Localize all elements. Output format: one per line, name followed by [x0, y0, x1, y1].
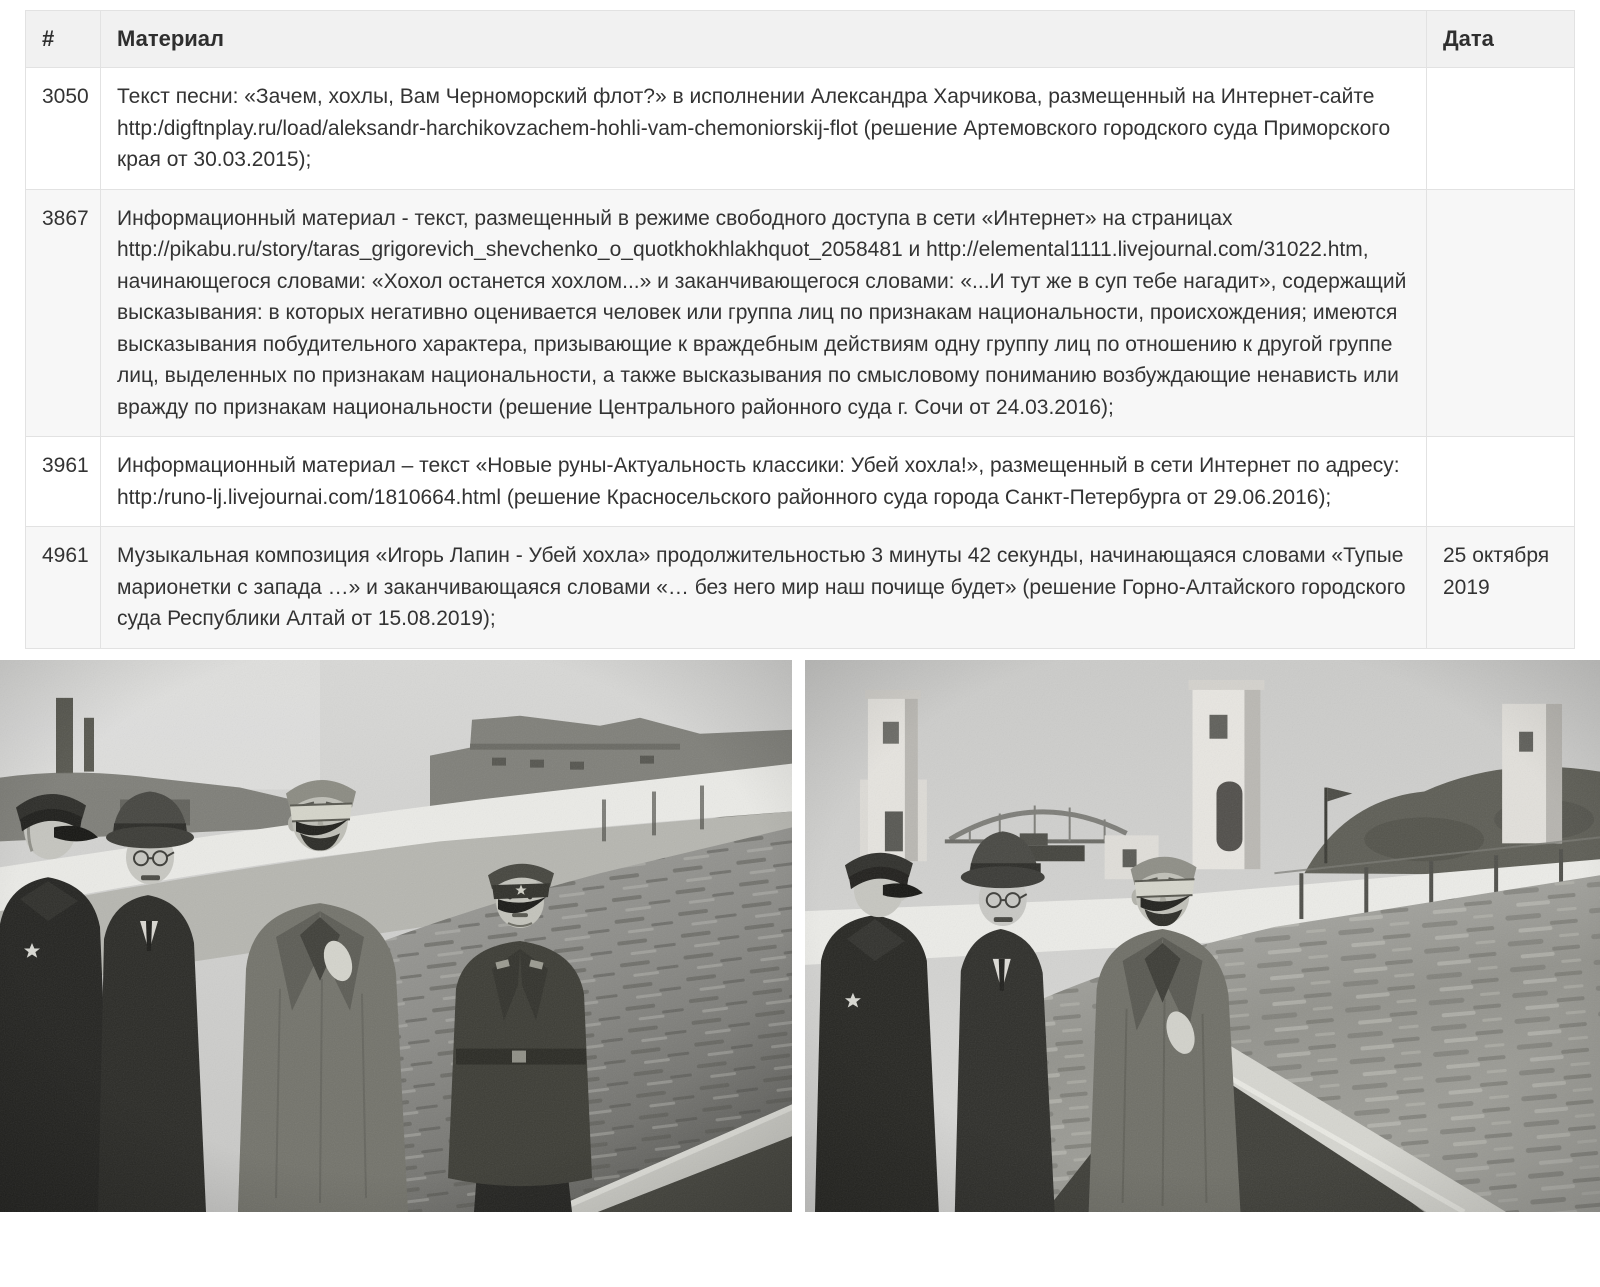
material-text: Информационный материал – текст «Новые руны-Актуальность классики: Убей хохла!», размещенный в сети Интернет по адресу: http:/runo-lj.livejournai.com/1810664.html (решение Красносельского районного суда города Санкт-Петербурга от 29.06.2016); [101, 437, 1427, 527]
header-num: # [26, 11, 101, 68]
historical-photo-right [805, 660, 1600, 1212]
photo-canal-group-retouched [805, 660, 1600, 1212]
material-date [1427, 437, 1575, 527]
table-row [26, 437, 1575, 527]
header-row [26, 11, 1575, 68]
photo-strip [0, 660, 1600, 1212]
material-date [1427, 68, 1575, 190]
material-number: 3867 [26, 189, 101, 437]
material-number: 4961 [26, 527, 101, 649]
material-date: 25 октября 2019 [1427, 527, 1575, 649]
historical-photo-left [0, 660, 792, 1212]
table-body [26, 68, 1575, 649]
vignette-overlay [805, 660, 1600, 1212]
banned-materials-table [25, 10, 1575, 649]
material-number: 3050 [26, 68, 101, 190]
material-date [1427, 189, 1575, 437]
material-text: Информационный материал - текст, размещенный в режиме свободного доступа в сети «Интернет» на страницах http://pikabu.ru/story/taras_grigorevich_shevchenko_o_quotkhokhlakhquot_2058481 и http://elemental1111.livejournal.com/31022.htm, начинающегося словами: «Хохол останется хохлом...» и заканчивающегося словами: «...И тут же в суп тебе нагадит», содержащий высказывания: в которых негативно оценивается человек или группа лиц по признакам национальности, происхождения; имеются высказывания побудительного характера, призывающие к враждебным действиям одну группу лиц по отношению к другой группе лиц, выделенных по признакам национальности, а также высказывания по смысловому пониманию возбуждающие ненависть или вражду по признакам национальности (решение Центрального районного суда г. Сочи от 24.03.2016); [101, 189, 1427, 437]
header-material: Материал [101, 11, 1427, 68]
material-number: 3961 [26, 437, 101, 527]
photo-canal-group-with-officer [0, 660, 792, 1212]
material-text: Текст песни: «Зачем, хохлы, Вам Черноморский флот?» в исполнении Александра Харчикова, размещенный на Интернет-сайте http:/digftnplay.ru/load/aleksandr-harchikovzachem-hohli-vam-chemoniorskij-flot (решение Артемовского городского суда Приморского края от 30.03.2015); [101, 68, 1427, 190]
table-row [26, 68, 1575, 190]
page [0, 10, 1600, 1287]
table-row [26, 527, 1575, 649]
header-date: Дата [1427, 11, 1575, 68]
table-header [26, 11, 1575, 68]
table-row [26, 189, 1575, 437]
vignette-overlay [0, 660, 792, 1212]
material-text: Музыкальная композиция «Игорь Лапин - Убей хохла» продолжительностью 3 минуты 42 секунды, начинающаяся словами «Тупые марионетки с запада …» и заканчивающаяся словами «… без него мир наш почище будет» (решение Горно-Алтайского городского суда Республики Алтай от 15.08.2019); [101, 527, 1427, 649]
